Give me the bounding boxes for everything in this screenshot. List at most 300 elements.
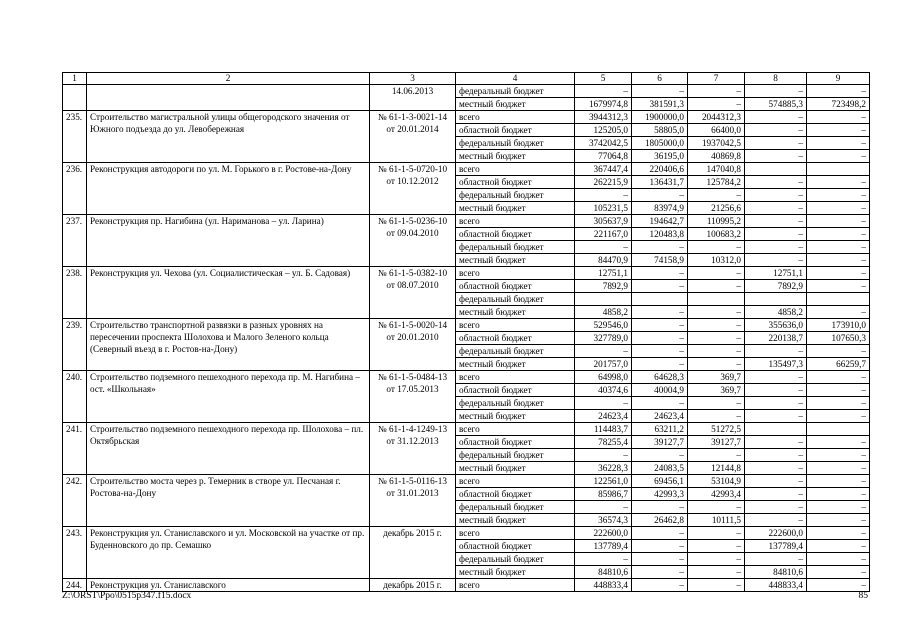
amount-cell: 24083,5 <box>632 462 688 475</box>
amount-cell: – <box>807 202 870 215</box>
item-description: Реконструкция ул. Чехова (ул. Социалистическая – ул. Б. Садовая) <box>87 267 370 319</box>
amount-cell: – <box>632 449 688 462</box>
reference-line: от 31.01.2013 <box>386 488 439 498</box>
amount-cell: 12144,8 <box>688 462 745 475</box>
amount-cell: – <box>807 85 870 98</box>
amount-cell: 125205,0 <box>575 124 632 137</box>
reference-line: от 10.12.2012 <box>386 176 439 186</box>
amount-cell: 369,7 <box>688 371 745 384</box>
amount-cell: – <box>688 397 745 410</box>
funding-source: всего <box>456 475 575 488</box>
page-number: 85 <box>858 591 868 601</box>
reference-line: декабрь 2015 г. <box>383 528 442 538</box>
amount-cell: – <box>632 345 688 358</box>
amount-cell: 3742042,5 <box>575 137 632 150</box>
amount-cell: – <box>807 241 870 254</box>
amount-cell: 12751,1 <box>575 267 632 280</box>
amount-cell: – <box>688 241 745 254</box>
amount-cell: – <box>688 527 745 540</box>
item-number <box>63 85 87 111</box>
amount-cell: 51272,5 <box>688 423 745 436</box>
amount-cell: – <box>807 176 870 189</box>
amount-cell: – <box>745 553 807 566</box>
funding-source: местный бюджет <box>456 358 575 371</box>
item-number: 241. <box>63 423 87 475</box>
item-reference <box>370 371 456 423</box>
amount-cell: 63211,2 <box>632 423 688 436</box>
amount-cell: 84810,6 <box>575 566 632 579</box>
item-description: Реконструкция автодороги по ул. М. Горького в г. Ростове-на-Дону <box>87 163 370 215</box>
amount-cell: – <box>745 85 807 98</box>
reference-line: № 61-1-5-0116-13 <box>378 476 447 486</box>
amount-cell: – <box>632 579 688 592</box>
reference-line: № 61-1-4-1249-13 <box>377 424 448 434</box>
amount-cell: 64628,3 <box>632 371 688 384</box>
item-number: 237. <box>63 215 87 267</box>
amount-cell: 53104,9 <box>688 475 745 488</box>
item-description <box>87 85 370 111</box>
funding-source: всего <box>456 163 575 176</box>
amount-cell: – <box>745 241 807 254</box>
amount-cell: – <box>632 319 688 332</box>
amount-cell: – <box>807 384 870 397</box>
amount-cell: 10312,0 <box>688 254 745 267</box>
amount-cell: 194642,7 <box>632 215 688 228</box>
amount-cell: 21256,6 <box>688 202 745 215</box>
amount-cell: 85986,7 <box>575 488 632 501</box>
amount-cell: – <box>807 345 870 358</box>
funding-source: местный бюджет <box>456 306 575 319</box>
amount-cell: – <box>745 215 807 228</box>
amount-cell: 58805,0 <box>632 124 688 137</box>
amount-cell: – <box>745 150 807 163</box>
amount-cell: – <box>745 514 807 527</box>
amount-cell: 1900000,0 <box>632 111 688 124</box>
funding-source: областной бюджет <box>456 124 575 137</box>
item-description: Реконструкция ул. Станиславского и ул. Московской на участке от пр. Буденновского до пр. Семашко <box>87 527 370 579</box>
amount-cell: – <box>745 436 807 449</box>
item-number: 236. <box>63 163 87 215</box>
item-description: Строительство транспортной развязки в разных уровнях на пересечении проспекта Шолохова и Малого Зеленого кольца (Северный въезд в г. Ростов-на-Дону) <box>87 319 370 371</box>
reference-line: 14.06.2013 <box>391 86 434 96</box>
amount-cell: – <box>632 306 688 319</box>
amount-cell: 574885,3 <box>745 98 807 111</box>
amount-cell: – <box>632 189 688 202</box>
amount-cell: – <box>575 189 632 202</box>
amount-cell: 107650,3 <box>807 332 870 345</box>
amount-cell: 69456,1 <box>632 475 688 488</box>
funding-source: местный бюджет <box>456 150 575 163</box>
item-description: Строительство подземного пешеходного перехода пр. М. Нагибина – ост. «Школьная» <box>87 371 370 423</box>
amount-cell: – <box>688 345 745 358</box>
funding-source: всего <box>456 215 575 228</box>
amount-cell: – <box>745 254 807 267</box>
amount-cell: – <box>745 228 807 241</box>
amount-cell: – <box>688 280 745 293</box>
document-path: Z:\ORST\Ppo\0515p347.f15.docx <box>62 591 192 601</box>
amount-cell: 220406,6 <box>632 163 688 176</box>
amount-cell: – <box>807 475 870 488</box>
amount-cell: – <box>632 397 688 410</box>
reference-line: № 61-1-5-0382-10 <box>377 268 448 278</box>
amount-cell: – <box>688 85 745 98</box>
table-row <box>63 215 870 228</box>
amount-cell: 39127,7 <box>688 436 745 449</box>
table-row <box>63 85 870 98</box>
amount-cell: – <box>745 176 807 189</box>
amount-cell: 135497,3 <box>745 358 807 371</box>
amount-cell: 83974,9 <box>632 202 688 215</box>
amount-cell: – <box>688 553 745 566</box>
table-row <box>63 475 870 488</box>
column-number: 3 <box>370 73 456 85</box>
column-number: 7 <box>688 73 745 85</box>
amount-cell <box>575 293 632 306</box>
reference-line: № 61-1-5-0484-13 <box>377 372 448 382</box>
amount-cell: 201757,0 <box>575 358 632 371</box>
amount-cell: 24623,4 <box>632 410 688 423</box>
table-row <box>63 371 870 384</box>
amount-cell: – <box>807 254 870 267</box>
amount-cell: – <box>575 553 632 566</box>
item-number: 240. <box>63 371 87 423</box>
amount-cell: 355636,0 <box>745 319 807 332</box>
item-reference <box>370 579 456 592</box>
funding-source: областной бюджет <box>456 384 575 397</box>
amount-cell: 448833,4 <box>745 579 807 592</box>
amount-cell: – <box>688 98 745 111</box>
amount-cell: – <box>688 579 745 592</box>
amount-cell: – <box>745 449 807 462</box>
amount-cell: 39127,7 <box>632 436 688 449</box>
amount-cell: 77064,8 <box>575 150 632 163</box>
amount-cell: – <box>575 85 632 98</box>
amount-cell <box>807 163 870 176</box>
amount-cell: 122561,0 <box>575 475 632 488</box>
amount-cell: 105231,5 <box>575 202 632 215</box>
amount-cell: 40869,8 <box>688 150 745 163</box>
amount-cell: – <box>807 488 870 501</box>
amount-cell: 120483,8 <box>632 228 688 241</box>
item-description: Реконструкция пр. Нагибина (ул. Нариманова – ул. Ларина) <box>87 215 370 267</box>
funding-source: федеральный бюджет <box>456 449 575 462</box>
funding-source: всего <box>456 319 575 332</box>
amount-cell: – <box>745 384 807 397</box>
amount-cell: 12751,1 <box>745 267 807 280</box>
amount-cell: – <box>745 397 807 410</box>
reference-line: от 08.07.2010 <box>386 280 439 290</box>
amount-cell: 136431,7 <box>632 176 688 189</box>
funding-source: федеральный бюджет <box>456 553 575 566</box>
amount-cell: 723498,2 <box>807 98 870 111</box>
amount-cell: – <box>688 449 745 462</box>
amount-cell: – <box>632 85 688 98</box>
funding-source: всего <box>456 111 575 124</box>
amount-cell: – <box>688 267 745 280</box>
amount-cell: – <box>807 449 870 462</box>
amount-cell: – <box>688 566 745 579</box>
amount-cell: 381591,3 <box>632 98 688 111</box>
amount-cell: 7892,9 <box>575 280 632 293</box>
item-description: Строительство магистральной улицы общегородского значения от Южного подъезда до ул. Левобережная <box>87 111 370 163</box>
amount-cell: – <box>807 189 870 202</box>
funding-source: местный бюджет <box>456 566 575 579</box>
amount-cell: 137789,4 <box>745 540 807 553</box>
column-number: 5 <box>575 73 632 85</box>
item-number: 239. <box>63 319 87 371</box>
amount-cell: 1679974,8 <box>575 98 632 111</box>
amount-cell: – <box>745 189 807 202</box>
amount-cell: – <box>745 124 807 137</box>
amount-cell: – <box>807 280 870 293</box>
funding-source: областной бюджет <box>456 228 575 241</box>
amount-cell: – <box>688 332 745 345</box>
amount-cell <box>632 293 688 306</box>
amount-cell: – <box>632 332 688 345</box>
amount-cell: – <box>807 267 870 280</box>
amount-cell: 147040,8 <box>688 163 745 176</box>
amount-cell: – <box>575 501 632 514</box>
item-number: 243. <box>63 527 87 579</box>
amount-cell: – <box>745 202 807 215</box>
amount-cell: – <box>745 488 807 501</box>
funding-source: федеральный бюджет <box>456 85 575 98</box>
funding-source: федеральный бюджет <box>456 501 575 514</box>
amount-cell: 66259,7 <box>807 358 870 371</box>
table-row <box>63 527 870 540</box>
amount-cell: 529546,0 <box>575 319 632 332</box>
funding-source: местный бюджет <box>456 98 575 111</box>
amount-cell: – <box>807 150 870 163</box>
funding-source: федеральный бюджет <box>456 137 575 150</box>
funding-source: областной бюджет <box>456 488 575 501</box>
amount-cell <box>745 163 807 176</box>
amount-cell: – <box>807 514 870 527</box>
amount-cell: 84470,9 <box>575 254 632 267</box>
amount-cell: – <box>807 397 870 410</box>
funding-source: областной бюджет <box>456 280 575 293</box>
amount-cell: 173910,0 <box>807 319 870 332</box>
amount-cell: 100683,2 <box>688 228 745 241</box>
amount-cell: – <box>632 540 688 553</box>
funding-source: областной бюджет <box>456 436 575 449</box>
amount-cell: 1937042,5 <box>688 137 745 150</box>
column-number: 2 <box>87 73 370 85</box>
funding-source: всего <box>456 579 575 592</box>
amount-cell: – <box>575 397 632 410</box>
amount-cell: – <box>688 540 745 553</box>
reference-line: № 61-1-5-0236-10 <box>377 216 448 226</box>
amount-cell: – <box>745 410 807 423</box>
amount-cell: 10111,5 <box>688 514 745 527</box>
amount-cell: – <box>807 124 870 137</box>
header-row <box>63 73 870 85</box>
item-reference <box>370 267 456 319</box>
amount-cell: 305637,9 <box>575 215 632 228</box>
amount-cell: 262215,9 <box>575 176 632 189</box>
amount-cell: – <box>807 579 870 592</box>
amount-cell: 137789,4 <box>575 540 632 553</box>
amount-cell: – <box>745 371 807 384</box>
amount-cell <box>807 293 870 306</box>
amount-cell <box>807 423 870 436</box>
amount-cell: – <box>632 267 688 280</box>
amount-cell: – <box>807 566 870 579</box>
amount-cell <box>745 423 807 436</box>
funding-source: федеральный бюджет <box>456 241 575 254</box>
item-reference <box>370 111 456 163</box>
amount-cell <box>745 293 807 306</box>
amount-cell: 36574,3 <box>575 514 632 527</box>
amount-cell: – <box>575 345 632 358</box>
funding-source: федеральный бюджет <box>456 397 575 410</box>
funding-source: местный бюджет <box>456 410 575 423</box>
item-reference <box>370 319 456 371</box>
item-number: 238. <box>63 267 87 319</box>
amount-cell: – <box>632 566 688 579</box>
amount-cell: 26462,8 <box>632 514 688 527</box>
amount-cell: – <box>807 215 870 228</box>
reference-line: № 61-1-5-0720-10 <box>377 164 448 174</box>
amount-cell: – <box>807 527 870 540</box>
amount-cell: 84810,6 <box>745 566 807 579</box>
amount-cell: – <box>745 137 807 150</box>
item-number: 235. <box>63 111 87 163</box>
funding-source: местный бюджет <box>456 462 575 475</box>
amount-cell: 125784,2 <box>688 176 745 189</box>
amount-cell <box>688 293 745 306</box>
amount-cell: 7892,9 <box>745 280 807 293</box>
amount-cell: – <box>807 111 870 124</box>
amount-cell: – <box>632 553 688 566</box>
amount-cell: – <box>688 410 745 423</box>
item-reference <box>370 85 456 111</box>
funding-source: местный бюджет <box>456 202 575 215</box>
amount-cell: 1805000,0 <box>632 137 688 150</box>
funding-source: всего <box>456 527 575 540</box>
reference-line: № 61-1-3-0021-14 <box>377 112 448 122</box>
amount-cell: 64998,0 <box>575 371 632 384</box>
funding-source: местный бюджет <box>456 254 575 267</box>
amount-cell: – <box>632 241 688 254</box>
amount-cell: – <box>688 189 745 202</box>
amount-cell: – <box>807 436 870 449</box>
table-row <box>63 267 870 280</box>
table-row <box>63 579 870 592</box>
funding-source: федеральный бюджет <box>456 293 575 306</box>
item-description: Реконструкция ул. Станиславского <box>87 579 370 592</box>
amount-cell: 3944312,3 <box>575 111 632 124</box>
amount-cell: – <box>575 449 632 462</box>
amount-cell: 36195,0 <box>632 150 688 163</box>
amount-cell: – <box>632 358 688 371</box>
amount-cell: – <box>688 306 745 319</box>
amount-cell: 327789,0 <box>575 332 632 345</box>
funding-source: федеральный бюджет <box>456 189 575 202</box>
reference-line: от 20.01.2014 <box>386 124 439 134</box>
amount-cell: – <box>745 345 807 358</box>
amount-cell: – <box>807 371 870 384</box>
reference-line: № 61-1-5-0020-14 <box>377 320 448 330</box>
amount-cell: – <box>807 501 870 514</box>
amount-cell: 222600,0 <box>745 527 807 540</box>
item-reference <box>370 215 456 267</box>
reference-line: от 20.01.2010 <box>386 332 439 342</box>
amount-cell: – <box>807 462 870 475</box>
table-row <box>63 163 870 176</box>
item-number: 244. <box>63 579 87 592</box>
table-row <box>63 111 870 124</box>
amount-cell: 36228,3 <box>575 462 632 475</box>
table-row <box>63 423 870 436</box>
reference-line: декабрь 2015 г. <box>383 580 442 590</box>
column-number: 8 <box>745 73 807 85</box>
item-reference <box>370 423 456 475</box>
amount-cell: – <box>632 501 688 514</box>
amount-cell: 448833,4 <box>575 579 632 592</box>
column-number: 4 <box>456 73 575 85</box>
amount-cell: 4858,2 <box>745 306 807 319</box>
funding-source: областной бюджет <box>456 540 575 553</box>
column-number: 9 <box>807 73 870 85</box>
amount-cell: 4858,2 <box>575 306 632 319</box>
funding-source: областной бюджет <box>456 176 575 189</box>
amount-cell: – <box>745 462 807 475</box>
item-number: 242. <box>63 475 87 527</box>
reference-line: от 31.12.2013 <box>386 436 439 446</box>
amount-cell: 110995,2 <box>688 215 745 228</box>
item-reference <box>370 163 456 215</box>
reference-line: от 17.05.2013 <box>386 384 439 394</box>
table-row <box>63 319 870 332</box>
amount-cell: – <box>807 540 870 553</box>
amount-cell: – <box>688 319 745 332</box>
item-reference <box>370 475 456 527</box>
amount-cell: – <box>632 527 688 540</box>
funding-source: федеральный бюджет <box>456 345 575 358</box>
amount-cell: – <box>632 280 688 293</box>
amount-cell: 42993,4 <box>688 488 745 501</box>
amount-cell: 40374,6 <box>575 384 632 397</box>
amount-cell: 367447,4 <box>575 163 632 176</box>
column-number: 6 <box>632 73 688 85</box>
item-description: Строительство подземного пешеходного перехода пр. Шолохова – пл. Октябрьская <box>87 423 370 475</box>
funding-source: всего <box>456 371 575 384</box>
funding-source: всего <box>456 267 575 280</box>
amount-cell: 66400,0 <box>688 124 745 137</box>
item-description: Строительство моста через р. Темерник в створе ул. Песчаная г. Ростова-на-Дону <box>87 475 370 527</box>
amount-cell: – <box>688 501 745 514</box>
column-number: 1 <box>63 73 87 85</box>
amount-cell: 78255,4 <box>575 436 632 449</box>
funding-source: областной бюджет <box>456 332 575 345</box>
funding-source: местный бюджет <box>456 514 575 527</box>
amount-cell: 74158,9 <box>632 254 688 267</box>
item-reference <box>370 527 456 579</box>
funding-source: всего <box>456 423 575 436</box>
amount-cell: 221167,0 <box>575 228 632 241</box>
amount-cell: 24623,4 <box>575 410 632 423</box>
amount-cell: 222600,0 <box>575 527 632 540</box>
amount-cell: 220138,7 <box>745 332 807 345</box>
amount-cell: – <box>807 137 870 150</box>
amount-cell: – <box>807 553 870 566</box>
amount-cell: – <box>807 228 870 241</box>
amount-cell: 40004,9 <box>632 384 688 397</box>
reference-line: от 09.04.2010 <box>386 228 439 238</box>
amount-cell: – <box>688 358 745 371</box>
amount-cell: – <box>745 475 807 488</box>
